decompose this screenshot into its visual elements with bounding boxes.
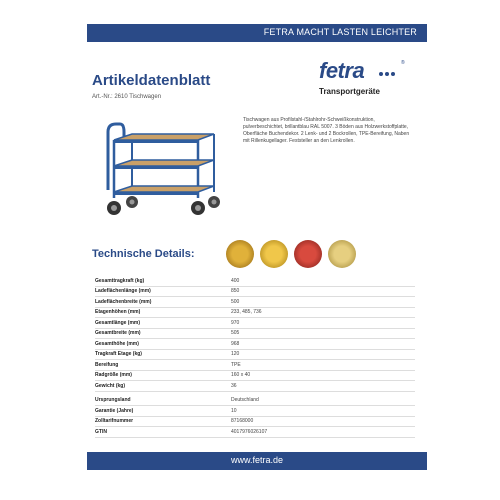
guarantee-badge-icon xyxy=(260,240,288,268)
footer-band xyxy=(87,452,427,470)
specs-table xyxy=(95,276,415,438)
certification-badges xyxy=(226,240,356,268)
logo-wordmark: fetra xyxy=(319,58,365,83)
spec-label: Gewicht (kg) xyxy=(95,382,126,389)
spec-row xyxy=(95,276,415,287)
spec-value: 400 xyxy=(231,277,240,284)
spec-value: Deutschland xyxy=(231,397,259,404)
document-title: Artikeldatenblatt xyxy=(92,72,211,89)
spec-label: Ladeflächenbreite (mm) xyxy=(95,298,152,305)
spec-row xyxy=(95,406,415,417)
logo-tagline: Transportgeräte xyxy=(319,87,380,96)
footer-url-link[interactable]: www.fetra.de xyxy=(230,455,284,465)
spec-row xyxy=(95,339,415,350)
eck-badge-icon xyxy=(328,240,356,268)
spec-value: 4017976026107 xyxy=(231,428,268,435)
spec-label: Etagenhöhen (mm) xyxy=(95,309,141,316)
technical-details-heading: Technische Details: xyxy=(92,248,195,260)
spec-value: 160 x 40 xyxy=(231,372,251,379)
totalstop-badge-icon xyxy=(294,240,322,268)
spec-label: Gesamtbreite (mm) xyxy=(95,330,141,337)
product-image-table-trolley xyxy=(92,118,222,218)
spec-label: Ursprungsland xyxy=(95,397,131,404)
header-slogan: FETRA MACHT LASTEN LEICHTER xyxy=(263,27,417,37)
spec-row xyxy=(95,371,415,382)
spec-value: TPE xyxy=(231,361,241,368)
spec-label: Zolltarifnummer xyxy=(95,418,134,425)
spec-label: Garantie (Jahre) xyxy=(95,407,134,414)
fetra-logo xyxy=(319,58,409,98)
article-number: Art.-Nr.: 2610 Tischwagen xyxy=(92,94,162,100)
spec-row xyxy=(95,417,415,428)
made-in-germany-badge-icon xyxy=(226,240,254,268)
spec-row xyxy=(95,318,415,329)
spec-label: Radgröße (mm) xyxy=(95,372,132,379)
spec-label: Gesamthöhe (mm) xyxy=(95,340,139,347)
spec-row xyxy=(95,396,415,407)
spec-row xyxy=(95,297,415,308)
spec-value: 120 xyxy=(231,351,240,358)
spec-row xyxy=(95,427,415,438)
spec-label: Gesamttragkraft (kg) xyxy=(95,277,145,284)
product-description: Tischwagen aus Profilstahl-/Stahlrohr-Schweißkonstruktion, pulverbeschichtet, brillantblau RAL 5007. 3 Böden aus Holzwerkstoffplatte, Oberfläche Buchendekor. 2 Lenk- und 2 Bockrollen, TPE-Bereifung, Naben mit Rillenkugellager. Feststeller an den Lenkrollen. xyxy=(243,117,410,144)
spec-value: 87168000 xyxy=(231,418,254,425)
logo-registered-mark: ® xyxy=(401,60,405,66)
spec-value: 10 xyxy=(231,407,237,414)
spec-value: 505 xyxy=(231,330,240,337)
spec-row xyxy=(95,381,415,392)
spec-row xyxy=(95,329,415,340)
spec-value: 968 xyxy=(231,340,240,347)
spec-label: Ladeflächenlänge (mm) xyxy=(95,288,151,295)
spec-value: 36 xyxy=(231,382,237,389)
spec-label: GTIN xyxy=(95,428,107,435)
spec-row xyxy=(95,308,415,319)
spec-row xyxy=(95,350,415,361)
logo-dots-icon xyxy=(379,72,395,76)
spec-label: Bereifung xyxy=(95,361,119,368)
spec-value: 850 xyxy=(231,288,240,295)
spec-label: Tragkraft Etage (kg) xyxy=(95,351,142,358)
spec-row xyxy=(95,287,415,298)
spec-row xyxy=(95,360,415,371)
spec-value: 233, 485, 736 xyxy=(231,309,262,316)
header-band xyxy=(87,24,427,42)
spec-value: 970 xyxy=(231,319,240,326)
spec-label: Gesamtlänge (mm) xyxy=(95,319,141,326)
spec-value: 500 xyxy=(231,298,240,305)
